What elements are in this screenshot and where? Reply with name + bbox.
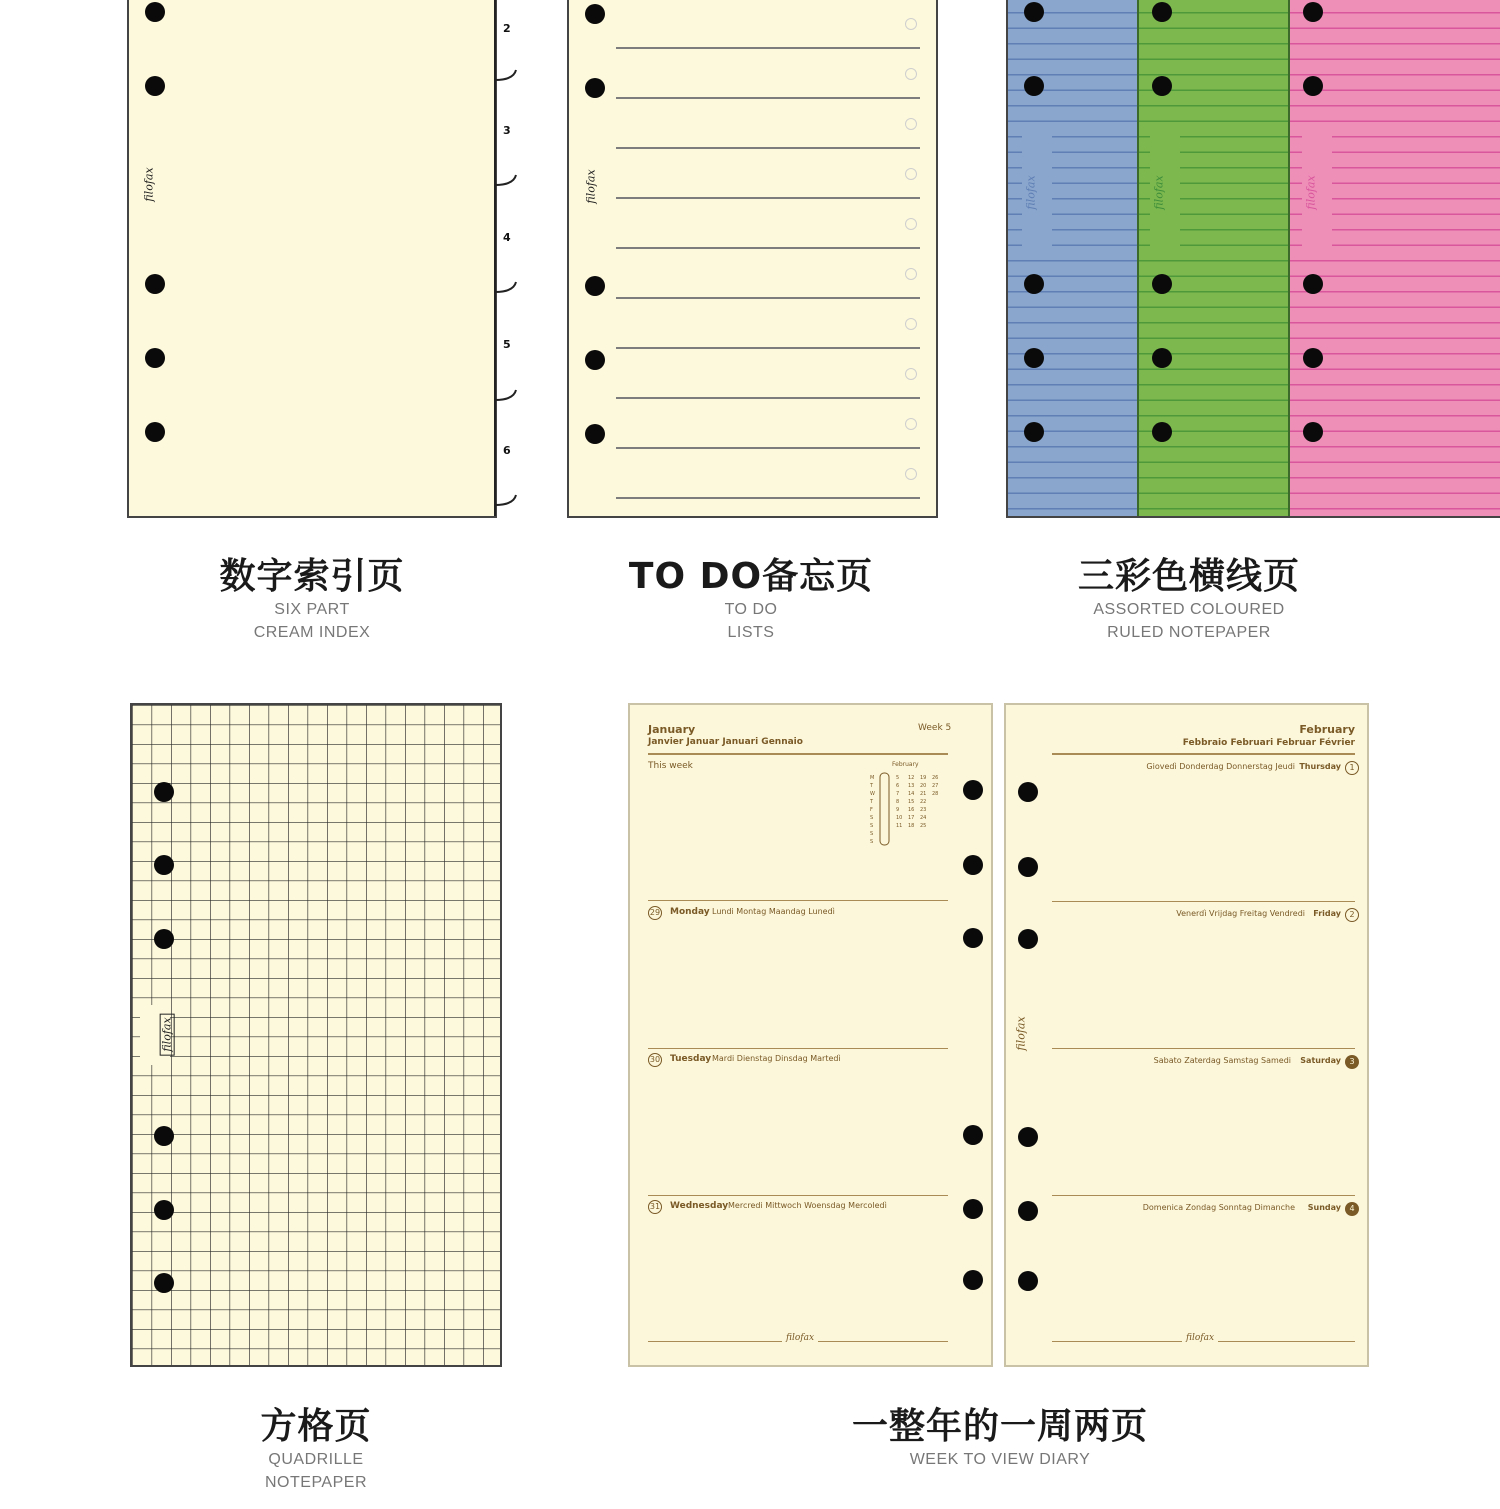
svg-text:M: M [870, 775, 875, 781]
product-title-cn: 三彩色横线页 [1077, 556, 1300, 597]
punch-hole [1018, 929, 1038, 949]
svg-text:21: 21 [920, 791, 927, 797]
ruled-line [616, 247, 920, 249]
quadrille-notepaper [130, 703, 502, 1367]
punch-hole [1018, 1127, 1038, 1147]
punch-hole [1303, 76, 1323, 96]
svg-text:15: 15 [908, 799, 915, 805]
svg-text:7: 7 [896, 791, 900, 797]
ruled-line [616, 47, 920, 49]
svg-text:22: 22 [920, 799, 927, 805]
diary-rule [1052, 1048, 1355, 1049]
product-title-en: LISTS [727, 624, 775, 641]
punch-hole [145, 274, 165, 294]
svg-text:16: 16 [908, 807, 915, 813]
diary-rule [1052, 1195, 1355, 1196]
day-number: 30 [648, 1053, 662, 1067]
mini-calendar [868, 771, 940, 847]
punch-hole [585, 350, 605, 370]
product-title-cn: 一整年的一周两页 [851, 1406, 1148, 1447]
svg-text:19: 19 [920, 775, 927, 781]
ruled-line [616, 297, 920, 299]
svg-text:S: S [870, 831, 874, 837]
ruled-line [616, 147, 920, 149]
punch-hole [145, 348, 165, 368]
index-tabs [494, 0, 524, 520]
punch-hole [1152, 348, 1172, 368]
ruled-line [616, 497, 920, 499]
punch-hole [1018, 857, 1038, 877]
coloured-ruled-sheets [1008, 0, 1500, 518]
svg-text:27: 27 [932, 783, 939, 789]
brand-logo: filofax [584, 169, 598, 204]
day-number: 3 [1345, 1055, 1359, 1069]
diary-rule [648, 900, 948, 901]
punch-hole [1303, 2, 1323, 22]
svg-text:5: 5 [896, 775, 900, 781]
day-number: 2 [1345, 908, 1359, 922]
punch-hole [585, 4, 605, 24]
punch-hole [963, 780, 983, 800]
svg-text:F: F [870, 807, 873, 813]
day-name: Monday [670, 907, 710, 917]
day-name: Friday [1313, 909, 1341, 918]
checkbox-circle-icon [905, 268, 917, 280]
day-number: 4 [1345, 1202, 1359, 1216]
svg-text:S: S [870, 839, 874, 845]
diary-month: February [1299, 723, 1355, 736]
product-title-cn: TO DO备忘页 [628, 556, 874, 597]
brand-logo: filofax [160, 1013, 175, 1055]
diary-rule [1052, 901, 1355, 902]
product-title-en: ASSORTED COLOURED [1093, 601, 1285, 618]
brand-logo: filofax [1014, 1016, 1028, 1051]
checkbox-circle-icon [905, 468, 917, 480]
product-title-cn: 方格页 [260, 1406, 372, 1447]
product-title-en: TO DO [724, 601, 778, 618]
product-title-en: NOTEPAPER [265, 1474, 367, 1491]
day-name: Saturday [1300, 1056, 1341, 1065]
svg-text:20: 20 [920, 783, 927, 789]
punch-hole [963, 928, 983, 948]
checkbox-circle-icon [905, 218, 917, 230]
day-name: Wednesday [670, 1201, 729, 1211]
punch-hole [1303, 422, 1323, 442]
punch-hole [1152, 76, 1172, 96]
svg-text:17: 17 [908, 815, 915, 821]
day-number: 31 [648, 1200, 662, 1214]
svg-text:25: 25 [920, 823, 927, 829]
punch-hole [154, 1200, 174, 1220]
checkbox-circle-icon [905, 368, 917, 380]
checkbox-circle-icon [905, 318, 917, 330]
svg-text:24: 24 [920, 815, 927, 821]
brand-logo: filofax [1152, 175, 1166, 210]
ruled-line [616, 97, 920, 99]
checkbox-circle-icon [905, 118, 917, 130]
day-name: Thursday [1299, 762, 1341, 771]
diary-month-translations: Janvier Januar Januari Gennaio [648, 737, 803, 747]
punch-hole [145, 422, 165, 442]
punch-hole [154, 782, 174, 802]
day-translations: Venerdì Vrijdag Freitag Vendredi [1176, 909, 1305, 918]
product-title-cn: 数字索引页 [219, 556, 405, 597]
svg-text:T: T [870, 783, 874, 789]
brand-logo: filofax [782, 1333, 818, 1343]
punch-hole [1152, 2, 1172, 22]
tab-number: 5 [503, 338, 511, 351]
punch-hole [1024, 76, 1044, 96]
punch-hole [145, 76, 165, 96]
svg-text:9: 9 [896, 807, 900, 813]
punch-hole [1018, 1201, 1038, 1221]
brand-logo: filofax [1182, 1333, 1218, 1343]
svg-text:28: 28 [932, 791, 939, 797]
quadrille-grid [132, 705, 502, 1367]
ruled-line [616, 447, 920, 449]
svg-text:8: 8 [896, 799, 900, 805]
tab-number: 6 [503, 444, 511, 457]
day-translations: Domenica Zondag Sonntag Dimanche [1142, 1203, 1295, 1212]
punch-hole [963, 1125, 983, 1145]
punch-hole [585, 276, 605, 296]
diary-left-page [628, 703, 993, 1367]
product-title-en: WEEK TO VIEW DIARY [909, 1451, 1091, 1468]
day-translations: Sabato Zaterdag Samstag Samedi [1153, 1056, 1291, 1065]
diary-week-number: Week 5 [918, 723, 952, 733]
ruled-line [616, 397, 920, 399]
punch-hole [1024, 2, 1044, 22]
diary-rule [1052, 753, 1355, 755]
day-translations: Giovedì Donderdag Donnerstag Jeudi [1146, 762, 1295, 771]
punch-hole [145, 2, 165, 22]
checkbox-circle-icon [905, 68, 917, 80]
day-name: Tuesday [670, 1054, 712, 1064]
punch-hole [154, 1126, 174, 1146]
todo-list-page [567, 0, 938, 518]
svg-text:11: 11 [896, 823, 903, 829]
svg-text:12: 12 [908, 775, 915, 781]
punch-hole [1152, 274, 1172, 294]
product-title-en: RULED NOTEPAPER [1107, 624, 1271, 641]
punch-hole [963, 1270, 983, 1290]
svg-text:S: S [870, 823, 874, 829]
day-translations: Mardi Dienstag Dinsdag Martedì [712, 1054, 841, 1063]
punch-hole [963, 1199, 983, 1219]
svg-text:T: T [870, 799, 874, 805]
svg-text:S: S [870, 815, 874, 821]
punch-hole [1152, 422, 1172, 442]
diary-month: January [648, 723, 696, 736]
product-title-en: SIX PART [274, 601, 350, 618]
day-translations: Mercredi Mittwoch Woensdag Mercoledì [728, 1201, 887, 1210]
svg-text:18: 18 [908, 823, 915, 829]
day-translations: Lundi Montag Maandag Lunedì [712, 907, 835, 916]
svg-text:10: 10 [896, 815, 903, 821]
ruled-line [616, 347, 920, 349]
punch-hole [1018, 782, 1038, 802]
brand-logo: filofax [142, 167, 156, 202]
brand-logo: filofax [1024, 175, 1038, 210]
ruled-line [616, 197, 920, 199]
punch-hole [1024, 422, 1044, 442]
coloured-notepaper [1006, 0, 1500, 518]
punch-hole [1024, 348, 1044, 368]
punch-hole [585, 424, 605, 444]
diary-rule [648, 1195, 948, 1196]
diary-rule [648, 1048, 948, 1049]
punch-hole [585, 78, 605, 98]
svg-text:6: 6 [896, 783, 900, 789]
svg-text:14: 14 [908, 791, 915, 797]
diary-month-translations: Febbraio Februari Februar Février [1182, 738, 1355, 748]
punch-hole [1303, 274, 1323, 294]
punch-hole [154, 1273, 174, 1293]
day-name: Sunday [1307, 1203, 1341, 1212]
svg-text:13: 13 [908, 783, 915, 789]
cream-index-page [127, 0, 497, 518]
checkbox-circle-icon [905, 418, 917, 430]
day-number: 29 [648, 906, 662, 920]
tab-number: 3 [503, 124, 511, 137]
mini-calendar-month: February [892, 761, 919, 768]
punch-hole [1303, 348, 1323, 368]
day-number: 1 [1345, 761, 1359, 775]
checkbox-circle-icon [905, 168, 917, 180]
product-title-en: QUADRILLE [268, 1451, 364, 1468]
brand-logo: filofax [1304, 175, 1318, 210]
punch-hole [1018, 1271, 1038, 1291]
product-title-en: CREAM INDEX [253, 624, 371, 641]
svg-text:26: 26 [932, 775, 939, 781]
svg-text:W: W [870, 791, 875, 797]
punch-hole [1024, 274, 1044, 294]
tab-number: 4 [503, 231, 511, 244]
punch-hole [154, 929, 174, 949]
diary-right-page [1004, 703, 1369, 1367]
punch-hole [963, 855, 983, 875]
punch-hole [154, 855, 174, 875]
tab-number: 2 [503, 22, 511, 35]
diary-rule [648, 753, 948, 755]
svg-text:23: 23 [920, 807, 927, 813]
checkbox-circle-icon [905, 18, 917, 30]
diary-this-week: This week [648, 761, 693, 771]
